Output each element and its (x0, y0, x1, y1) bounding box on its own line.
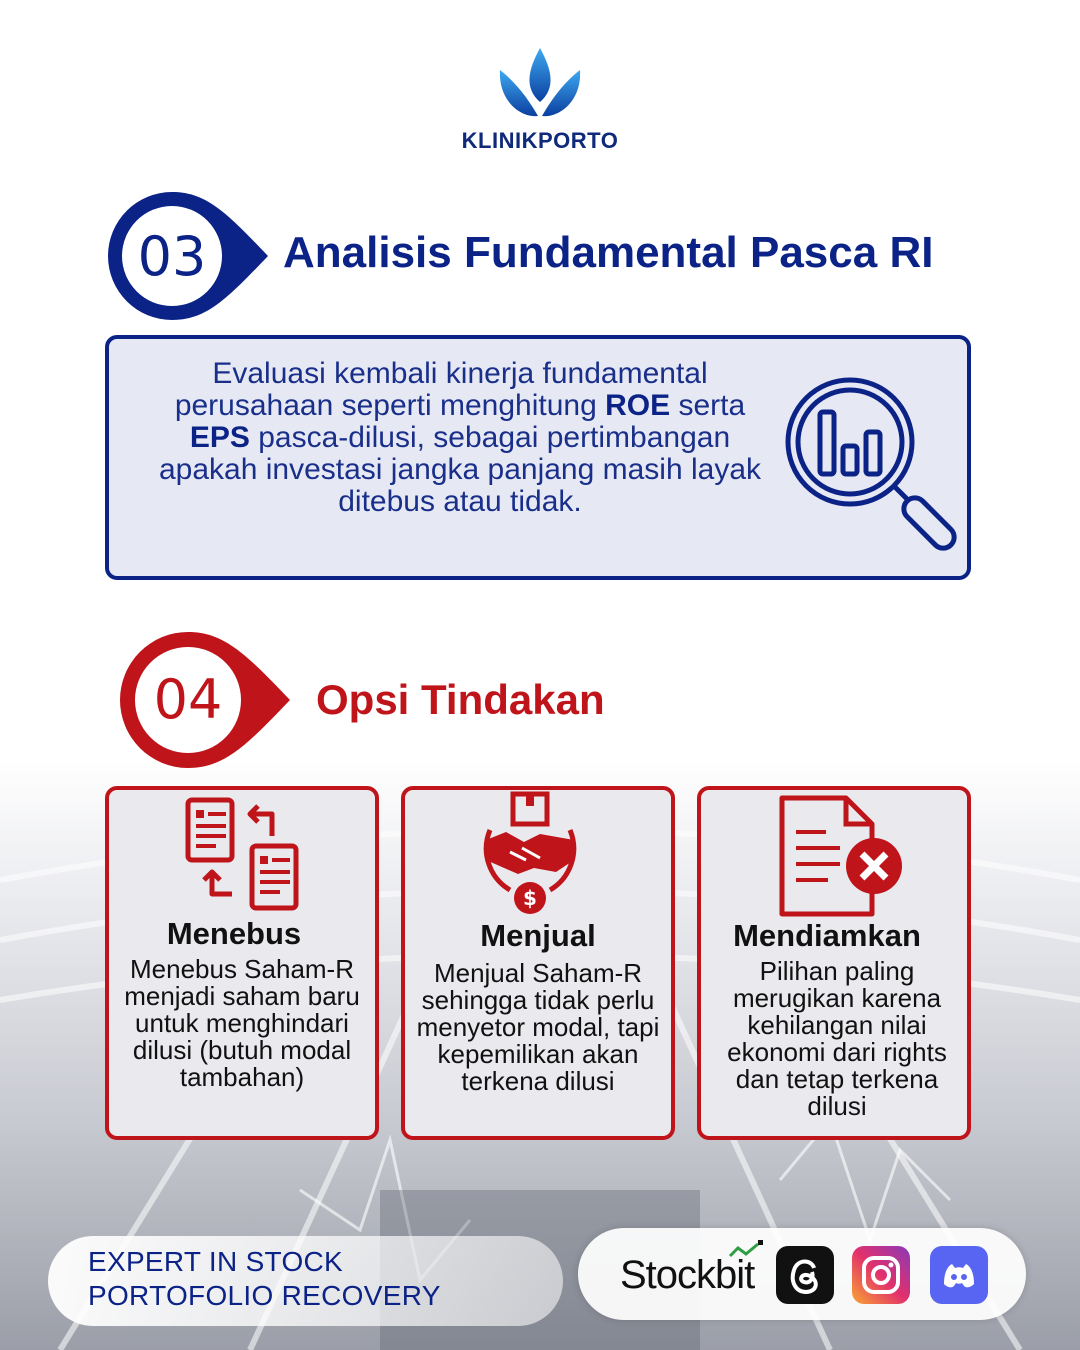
svg-text:$: $ (523, 886, 537, 910)
brand-name: KLINIKPORTO (461, 128, 619, 153)
threads-icon[interactable] (776, 1246, 834, 1304)
handshake-dollar-icon (470, 790, 590, 918)
document-cancel-icon (776, 794, 906, 920)
discord-icon[interactable] (930, 1246, 988, 1304)
section-04-number: 04 (153, 668, 223, 731)
option-mendiamkan-title: Mendiamkan (733, 918, 921, 953)
option-menebus-title: Menebus (166, 916, 302, 951)
option-mendiamkan-desc: Pilihan paling merugikan karena kehilangan nilai ekonomi dari rights dan tetap terkena dilusi (727, 956, 947, 1121)
section-03-number: 03 (137, 225, 207, 288)
option-menjual-title: Menjual (480, 918, 596, 953)
roe-term: ROE (605, 389, 671, 422)
lotus-drop-icon (440, 40, 640, 125)
fundamental-analysis-text: Evaluasi kembali kinerja fundamental perusahaan seperti menghitung ROE serta EPS pasca-dilusi, sebagai pertimbangan apakah investasi jangka panjang masih layak ditebus atau tidak. (158, 357, 762, 518)
stockbit-chart-mark-icon (728, 1240, 764, 1260)
document-exchange-icon (182, 796, 302, 912)
footer-tagline-line2: PORTOFOLIO RECOVERY (88, 1280, 441, 1311)
brand-logo (440, 40, 640, 160)
instagram-icon[interactable] (852, 1246, 910, 1304)
footer-tagline-line1: EXPERT IN STOCK (88, 1246, 344, 1277)
magnifier-bar-chart-icon (780, 372, 965, 557)
section-04-title: Opsi Tindakan (316, 676, 605, 723)
section-03-title: Analisis Fundamental Pasca RI (283, 228, 934, 277)
option-menebus-desc: Menebus Saham-R menjadi saham baru untuk menghindari dilusi (butuh modal tambahan) (124, 954, 360, 1092)
eps-term: EPS (189, 421, 250, 454)
stockbit-logo[interactable]: Stockbit (620, 1253, 755, 1297)
option-menjual-desc: Menjual Saham-R sehingga tidak perlu menyetor modal, tapi kepemilikan akan terkena dilusi (416, 958, 660, 1096)
